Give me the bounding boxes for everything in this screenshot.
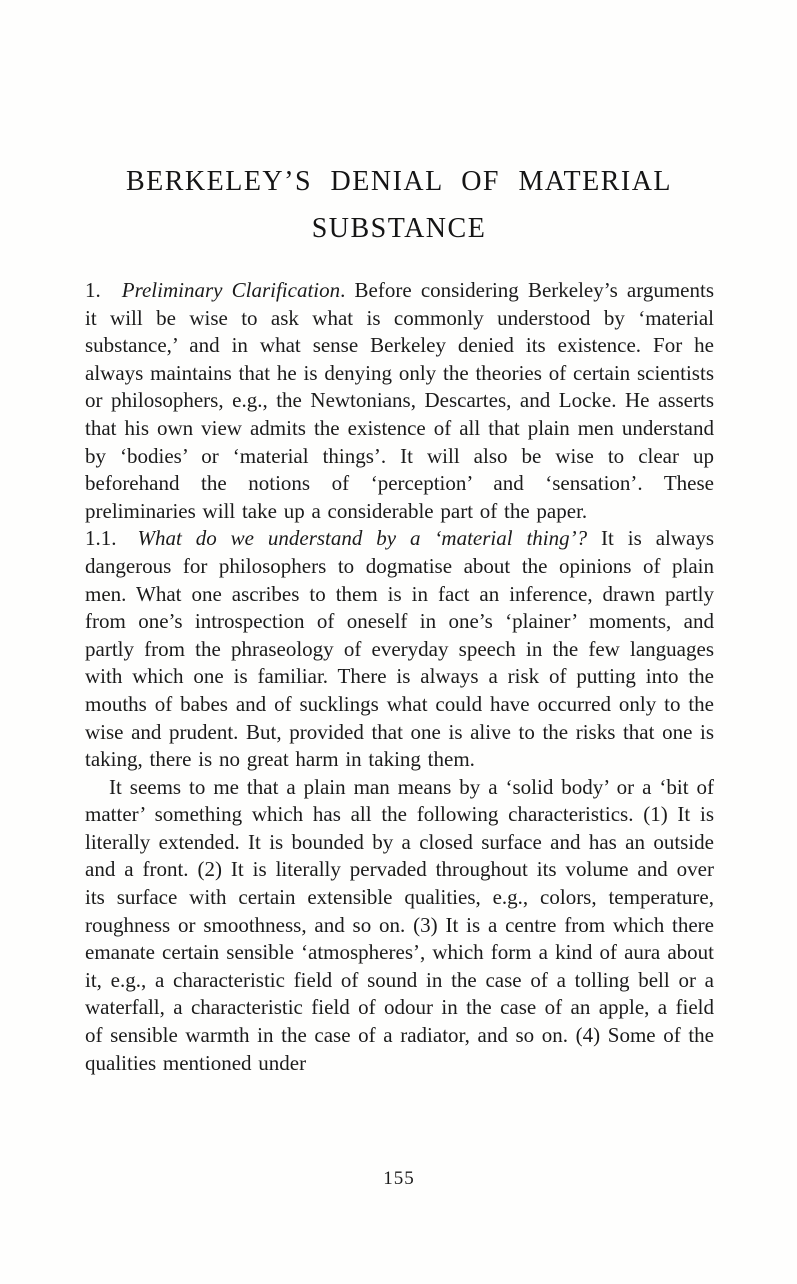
text-run: . Before considering Berkeley’s arguments it will be wise to ask what is commonly understood by ‘material substance,’ and in what sense Berkeley denied its existence. For he always maintains that he is denying only the theories of certain scientists or philosophers, e.g., the Newtonians, Descartes, and Locke. He asserts that his own view admits the existence of all that plain men understand by ‘bodies’ or ‘material things’. It will also be wise to clear up beforehand the notions of ‘perception’ and ‘sensation’. These preliminaries will take up a considerable part of the paper. <box>85 278 714 523</box>
text-run: What do we understand by a ‘material thing’? <box>137 526 588 551</box>
text-run: Preliminary Clarification <box>121 278 341 302</box>
text-run: It is always dangerous for philosophers to dogmatise about the opinions of plain men. What one ascribes to them is in fact an inference, drawn partly from one’s introspection of oneself in one’s ‘plainer’ moments, and partly from the phraseology of everyday speech in the few languages with which one is familiar. There is always a risk of putting into the mouths of babes and of sucklings what could have occurred only to the wise and prudent. But, provided that one is alive to the risks that one is taking, there is no great harm in taking them. <box>85 526 715 772</box>
article-title <box>85 158 713 252</box>
text-run: 1. <box>85 278 122 302</box>
text-run: 1.1. <box>85 526 138 551</box>
paragraph <box>85 525 714 773</box>
article-body <box>85 277 714 1077</box>
article-title-line-2: SUBSTANCE <box>311 213 487 244</box>
paragraph <box>85 277 714 525</box>
paragraph <box>85 774 714 1078</box>
article-title-line-1: BERKELEY’S DENIAL OF MATERIAL <box>125 166 673 197</box>
page-number: 155 <box>383 1168 415 1189</box>
text-run: It seems to me that a plain man means by a ‘solid body’ or a ‘bit of matter’ something which has all the following characteristics. (1) It is literally extended. It is bounded by a closed surface and has an outside and a front. (2) It is literally pervaded throughout its volume and over its surface with certain extensible qualities, e.g., colors, temperature, roughness or smoothness, and so on. (3) It is a centre from which there emanate certain sensible ‘atmospheres’, which form a kind of aura about it, e.g., a characteristic field of sound in the case of a tolling bell or a waterfall, a characteristic field of odour in the case of an apple, a field of sensible warmth in the case of a radiator, and so on. (4) Some of the qualities mentioned under <box>85 774 714 1075</box>
